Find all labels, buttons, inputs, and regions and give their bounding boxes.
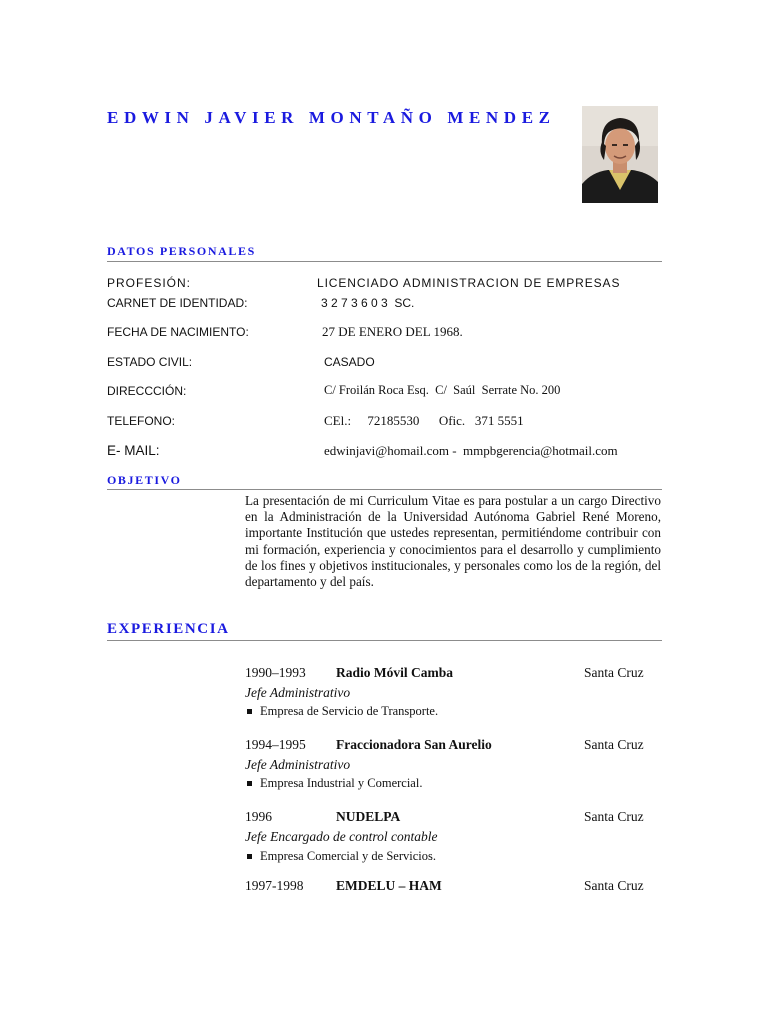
label-birth-date: FECHA DE NACIMIENTO:	[107, 325, 249, 339]
job-city: Santa Cruz	[584, 878, 644, 893]
label-id-card: CARNET DE IDENTIDAD:	[107, 296, 248, 310]
label-address: DIRECCCIÓN:	[107, 384, 187, 398]
value-birth-date: 27 DE ENERO DEL 1968.	[322, 324, 463, 339]
label-profession: PROFESIÓN:	[107, 276, 192, 290]
section-divider	[107, 261, 662, 262]
job-city: Santa Cruz	[584, 665, 644, 680]
section-title-objective: OBJETIVO	[107, 473, 182, 487]
job-years: 1997-1998	[245, 878, 304, 893]
job-description	[245, 776, 422, 791]
job-organization: EMDELU – HAM	[336, 878, 442, 893]
section-divider	[107, 489, 662, 490]
job-description-text: Empresa Industrial y Comercial.	[260, 776, 423, 790]
bullet-icon	[247, 854, 252, 859]
section-title-experience: EXPERIENCIA	[107, 621, 230, 637]
job-description-text: Empresa Comercial y de Servicios.	[260, 849, 436, 863]
job-description	[245, 704, 438, 719]
job-years: 1994–1995	[245, 737, 306, 752]
section-divider	[107, 640, 662, 641]
bullet-icon	[247, 709, 252, 714]
job-city: Santa Cruz	[584, 809, 644, 824]
value-id-card: 3 2 7 3 6 0 3 SC.	[321, 296, 415, 310]
section-title-personal: DATOS PERSONALES	[107, 244, 256, 258]
job-organization: Fraccionadora San Aurelio	[336, 737, 492, 752]
value-civil-status: CASADO	[324, 355, 375, 369]
portrait-image	[582, 106, 658, 203]
label-email: E- MAIL:	[107, 443, 160, 458]
value-phone: CEl.: 72185530 Ofic. 371 5551	[324, 413, 524, 428]
job-role: Jefe Administrativo	[245, 685, 351, 700]
value-address: C/ Froilán Roca Esq. C/ Saúl Serrate No. 200	[324, 383, 561, 397]
job-role: Jefe Encargado de control contable	[245, 829, 438, 844]
job-years: 1990–1993	[245, 665, 306, 680]
job-city: Santa Cruz	[584, 737, 644, 752]
profile-photo	[582, 106, 658, 203]
bullet-icon	[247, 781, 252, 786]
objective-paragraph: La presentación de mi Curriculum Vitae es para postular a un cargo Directivo en la Administración de la Universidad Autónoma Gabriel René Moreno, importante Institución que ustedes representan, permitiéndome contribuir con mi formación, experiencia y conocimientos para el desarrollo y cumplimiento de los fines y objetivos institucionales, y personales como los de la región, del departamento y del país.	[245, 493, 661, 590]
job-years: 1996	[245, 809, 272, 824]
job-description	[245, 849, 436, 864]
value-profession: LICENCIADO ADMINISTRACION DE EMPRESAS	[317, 276, 621, 290]
candidate-name: EDWIN JAVIER MONTAÑO MENDEZ	[107, 108, 556, 127]
label-civil-status: ESTADO CIVIL:	[107, 355, 193, 369]
job-organization: Radio Móvil Camba	[336, 665, 454, 680]
job-description-text: Empresa de Servicio de Transporte.	[260, 704, 439, 718]
job-role: Jefe Administrativo	[245, 757, 351, 772]
value-email: edwinjavi@homail.com - mmpbgerencia@hotmail.com	[324, 443, 618, 458]
job-organization: NUDELPA	[336, 809, 401, 824]
label-phone: TELEFONO:	[107, 414, 176, 428]
